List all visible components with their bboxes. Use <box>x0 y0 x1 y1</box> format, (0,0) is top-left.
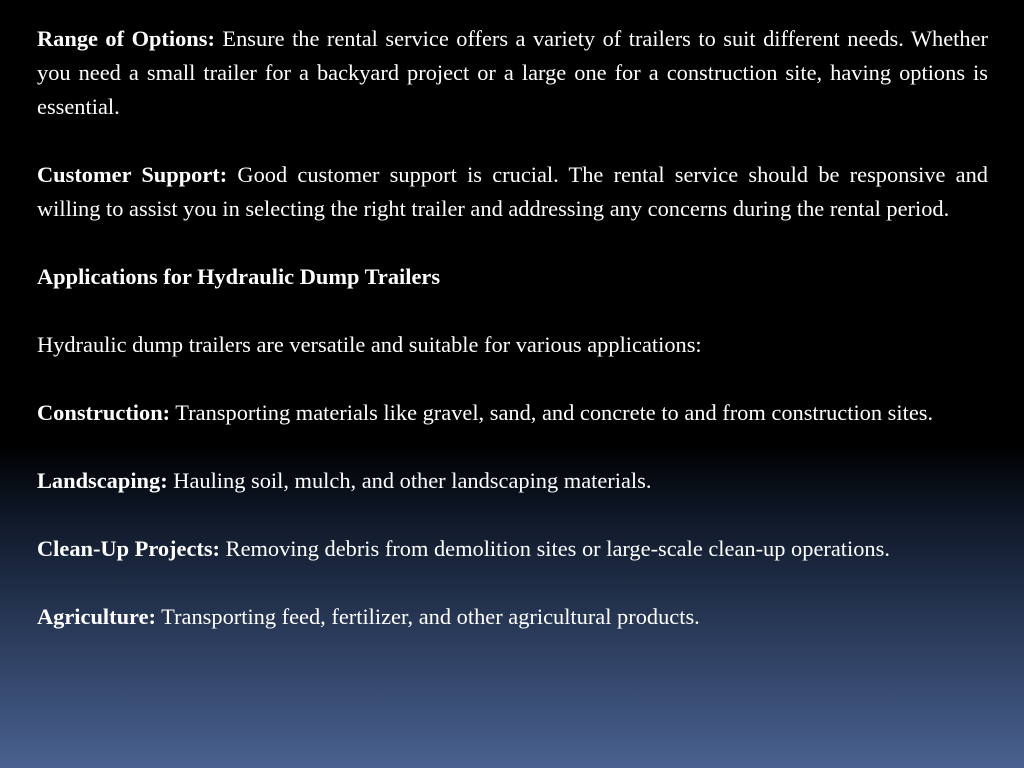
paragraph-construction <box>37 396 988 430</box>
agriculture-label: Agriculture: <box>37 604 156 629</box>
customer-support-label: Customer Support: <box>37 162 228 187</box>
construction-text: Transporting materials like gravel, sand, and concrete to and from construction sites. <box>170 400 934 425</box>
landscaping-text: Hauling soil, mulch, and other landscaping materials. <box>167 468 652 493</box>
paragraph-customer-support <box>37 158 988 226</box>
range-of-options-label: Range of Options: <box>37 26 215 51</box>
paragraph-agriculture <box>37 600 988 634</box>
clean-up-projects-text: Removing debris from demolition sites or large-scale clean-up operations. <box>220 536 890 561</box>
range-of-options-text: Ensure the rental service offers a variety of trailers to suit different needs. Whether you need a small trailer for a backyard project or a large one for a construction site, having options is essential. <box>37 26 988 119</box>
paragraph-clean-up-projects <box>37 532 988 566</box>
applications-intro: Hydraulic dump trailers are versatile and suitable for various applications: <box>37 332 702 357</box>
agriculture-text: Transporting feed, fertilizer, and other agricultural products. <box>155 604 700 629</box>
customer-support-text: Good customer support is crucial. The rental service should be responsive and willing to assist you in selecting the right trailer and addressing any concerns during the rental period. <box>37 162 988 221</box>
paragraph-landscaping <box>37 464 988 498</box>
clean-up-projects-label: Clean-Up Projects: <box>37 536 221 561</box>
landscaping-label: Landscaping: <box>37 468 168 493</box>
construction-label: Construction: <box>37 400 171 425</box>
paragraph-range-of-options <box>37 22 988 124</box>
slide-content <box>37 22 988 634</box>
applications-heading: Applications for Hydraulic Dump Trailers <box>37 264 441 289</box>
